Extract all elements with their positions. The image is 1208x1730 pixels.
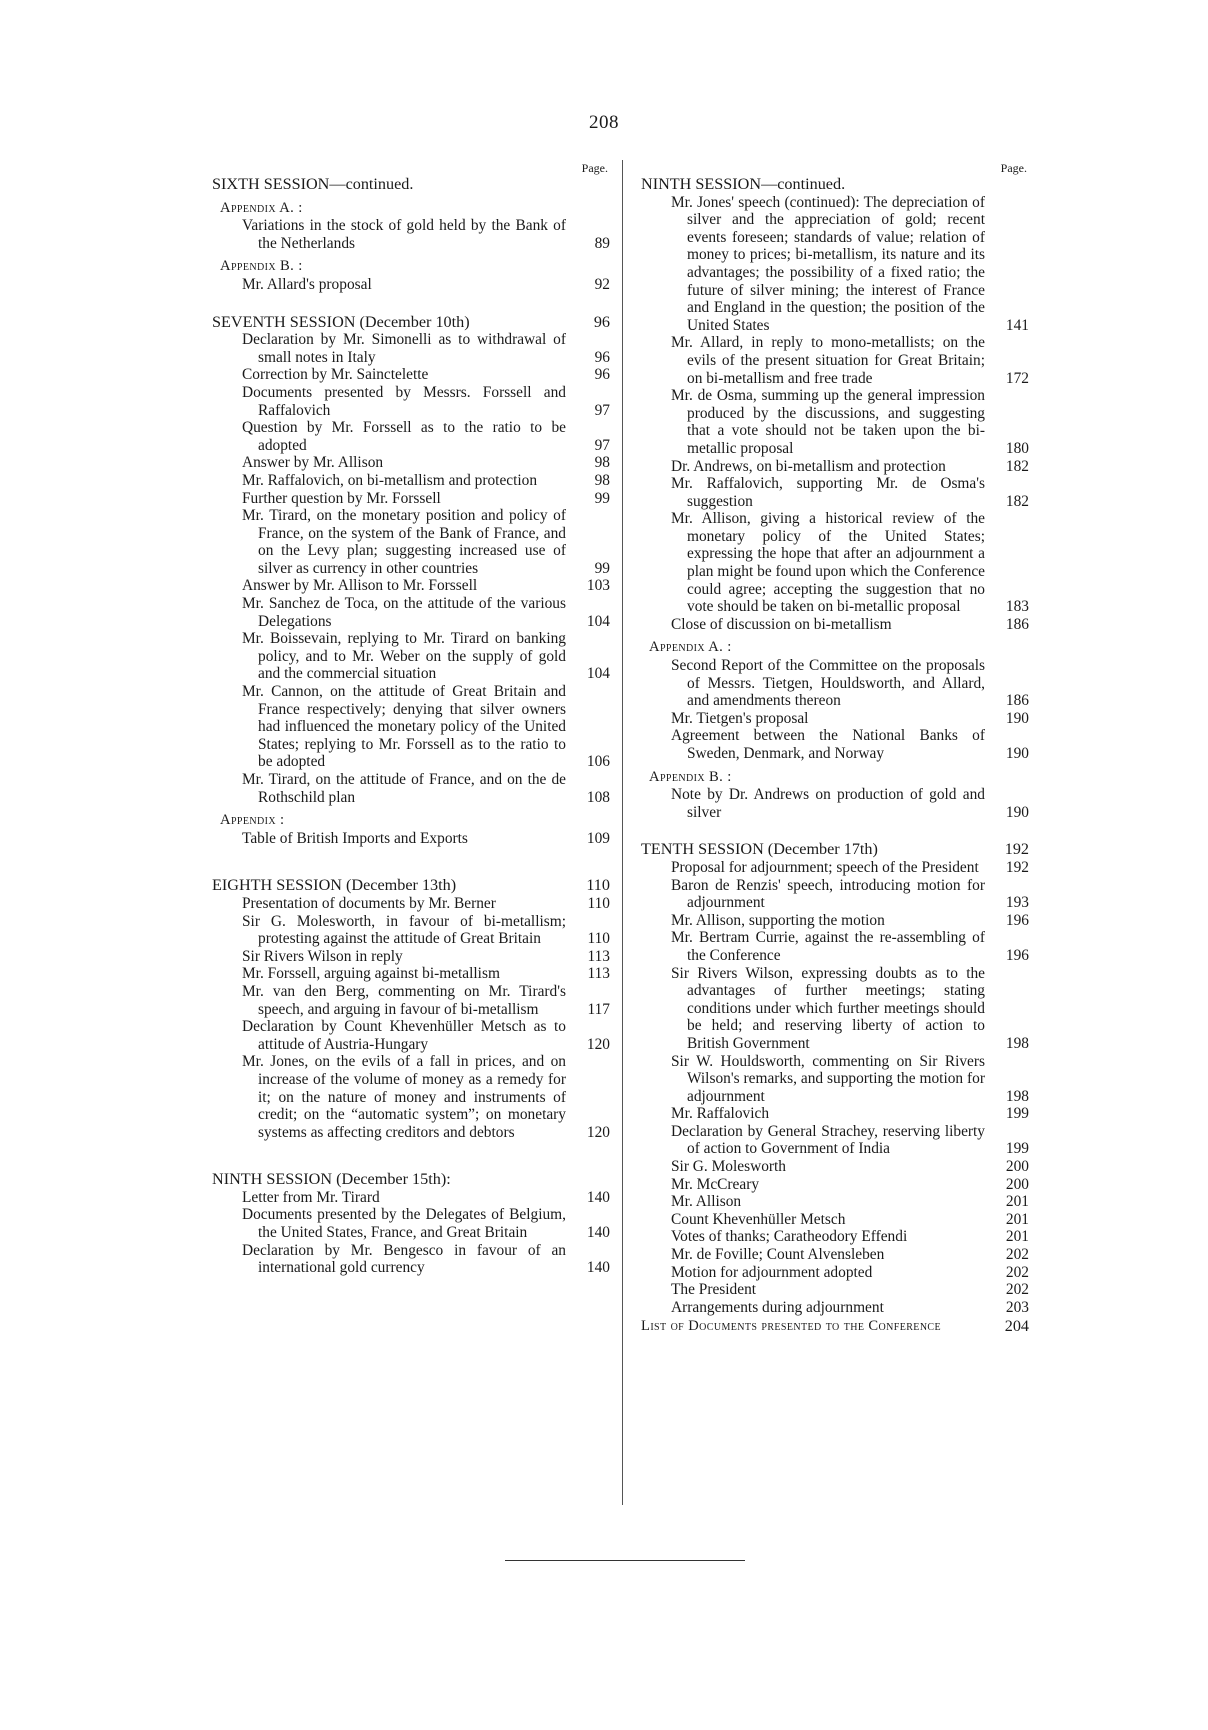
page-ref: 192 bbox=[1004, 840, 1029, 859]
contents-entry bbox=[208, 577, 610, 595]
page-ref: 182 bbox=[1005, 457, 1029, 475]
entry-text: List of Documents presented to the Conference bbox=[641, 1318, 942, 1335]
session-heading bbox=[208, 314, 610, 332]
entry-text: Mr. Allison bbox=[671, 1193, 742, 1211]
entry-text: Note by Dr. Andrews on production of gold and silver bbox=[671, 786, 985, 821]
page-ref: 204 bbox=[1004, 1317, 1029, 1336]
page-ref: 110 bbox=[587, 894, 610, 912]
entry-text: Mr. Allard's proposal bbox=[242, 275, 372, 293]
entry-text: Answer by Mr. Allison bbox=[242, 454, 384, 472]
contents-entry bbox=[637, 786, 1029, 821]
page-ref: 201 bbox=[1005, 1193, 1029, 1211]
page-ref: 202 bbox=[1005, 1263, 1029, 1281]
contents-entry bbox=[208, 419, 610, 454]
entry-text: Further question by Mr. Forssell bbox=[242, 489, 441, 507]
entry-text: Mr. Cannon, on the attitude of Great Britain and France respectively; denying that silver owners had influenced the monetary policy of the United States; replying to Mr. Forssell as to the ratio to be adopted bbox=[242, 683, 566, 771]
appendix-heading: Appendix : bbox=[220, 812, 285, 829]
entry-text: Mr. van den Berg, commenting on Mr. Tirard's speech, and arguing in favour of bi-metallism bbox=[242, 982, 566, 1018]
page-ref: 200 bbox=[1005, 1175, 1029, 1193]
session-heading bbox=[208, 176, 610, 194]
page-ref: 190 bbox=[1005, 745, 1029, 762]
contents-entry bbox=[208, 595, 610, 630]
entry-text: Mr. Tietgen's proposal bbox=[671, 709, 809, 727]
contents-entry bbox=[208, 490, 610, 508]
entry-text: Documents presented by the Delegates of Belgium, the United States, France, and Great Britain bbox=[242, 1206, 566, 1242]
page-ref: 180 bbox=[1005, 439, 1029, 457]
entry-text: Presentation of documents by Mr. Berner bbox=[242, 894, 496, 912]
page-ref: 186 bbox=[1005, 692, 1029, 710]
contents-entry bbox=[637, 710, 1029, 728]
contents-entry bbox=[208, 1053, 610, 1141]
contents-entry bbox=[637, 1299, 1029, 1317]
session-heading bbox=[637, 176, 1029, 194]
session-title: SIXTH SESSION—continued. bbox=[212, 175, 414, 193]
contents-entry bbox=[208, 948, 610, 966]
contents-entry bbox=[637, 859, 1029, 877]
entry-text: Answer by Mr. Allison to Mr. Forssell bbox=[242, 577, 478, 595]
entry-text: Mr. McCreary bbox=[671, 1175, 760, 1193]
page-ref: 113 bbox=[587, 965, 610, 983]
page-ref: 99 bbox=[594, 559, 610, 577]
entry-text: Mr. de Foville; Count Alvensleben bbox=[671, 1246, 885, 1264]
page-ref: 199 bbox=[1005, 1140, 1029, 1158]
contents-entry bbox=[637, 929, 1029, 964]
contents-entry bbox=[637, 727, 1029, 762]
page-ref: 196 bbox=[1005, 911, 1029, 929]
page-ref: 96 bbox=[593, 312, 610, 331]
page-ref: 199 bbox=[1005, 1105, 1029, 1123]
contents-entry bbox=[208, 983, 610, 1018]
entry-text: Mr. Allard, in reply to mono-metallists; on the evils of the present situation for Great Britain; on bi-metallism and free trade bbox=[671, 334, 985, 387]
contents-entry bbox=[637, 1193, 1029, 1211]
page-ref: 203 bbox=[1005, 1298, 1029, 1316]
entry-text: Proposal for adjournment; speech of the President bbox=[671, 858, 979, 876]
entry-text: Variations in the stock of gold held by the Bank of the Netherlands bbox=[242, 217, 566, 252]
entry-text: Declaration by General Strachey, reserving liberty of action to Government of India bbox=[671, 1122, 985, 1158]
entry-text: Agreement between the National Banks of Sweden, Denmark, and Norway bbox=[671, 727, 985, 762]
entry-text: Mr. Raffalovich, supporting Mr. de Osma's suggestion bbox=[671, 475, 985, 510]
contents-entry bbox=[208, 1189, 610, 1207]
left-column bbox=[208, 162, 610, 1277]
page-ref: 202 bbox=[1005, 1246, 1029, 1264]
entry-text: Question by Mr. Forssell as to the ratio to be adopted bbox=[242, 419, 566, 454]
page-ref: 103 bbox=[586, 577, 610, 595]
entry-text: Arrangements during adjournment bbox=[671, 1298, 884, 1316]
page-ref: 98 bbox=[594, 454, 610, 472]
entry-text: Mr. Allison, supporting the motion bbox=[671, 911, 885, 929]
contents-entry bbox=[637, 1246, 1029, 1264]
page-number: 208 bbox=[589, 112, 619, 133]
contents-entry bbox=[637, 912, 1029, 930]
page-ref: 202 bbox=[1005, 1281, 1029, 1299]
page-ref: 141 bbox=[1005, 316, 1029, 334]
entry-text: Sir Rivers Wilson in reply bbox=[242, 947, 403, 965]
entry-text: Dr. Andrews, on bi-metallism and protection bbox=[671, 457, 946, 475]
entry-text: Mr. Tirard, on the monetary position and policy of France, on the system of the Bank of France, and on the Levy plan; suggesting increased use of silver as currency in other countries bbox=[242, 507, 566, 577]
entry-text: Baron de Renzis' speech, introducing motion for adjournment bbox=[671, 876, 985, 912]
contents-entry bbox=[208, 384, 610, 419]
page-ref: 96 bbox=[594, 348, 610, 366]
entry-text: Mr. Jones' speech (continued): The depreciation of silver and the appreciation of gold; recent events foreseen; standards of value; relation of money to prices; bi-metallism, its nature and its advantages; the possibility of a fixed ratio; the future of silver mining; the interest of France and England in the question; the position of the United States bbox=[671, 193, 985, 334]
entry-text: Close of discussion on bi-metallism bbox=[671, 615, 892, 633]
contents-entry bbox=[208, 276, 610, 294]
contents-entry bbox=[208, 507, 610, 577]
session-title: TENTH SESSION (December 17th) bbox=[641, 840, 878, 859]
entry-text: Votes of thanks; Caratheodory Effendi bbox=[671, 1228, 908, 1246]
contents-entry bbox=[637, 1264, 1029, 1282]
page-ref: 192 bbox=[1005, 858, 1029, 876]
page-ref: 110 bbox=[586, 876, 610, 895]
contents-entry bbox=[208, 895, 610, 913]
entry-text: Sir Rivers Wilson, expressing doubts as to the advantages of further meetings; stating conditions under which further meetings should be held; and reserving liberty of action to British Government bbox=[671, 964, 985, 1052]
contents-entry bbox=[208, 1206, 610, 1241]
session-heading bbox=[637, 841, 1029, 859]
page-ref: 190 bbox=[1005, 709, 1029, 727]
page-ref: 110 bbox=[587, 930, 610, 948]
page-ref: 96 bbox=[594, 366, 610, 384]
entry-text: Mr. Jones, on the evils of a fall in prices, and on increase of the volume of money as a remedy for it; on the nature of money and instruments of credit; on the “automatic system”; on monetary systems as affecting creditors and debtors bbox=[242, 1053, 566, 1141]
page-ref: 196 bbox=[1005, 946, 1029, 964]
contents-entry bbox=[208, 454, 610, 472]
page-ref: 92 bbox=[594, 275, 610, 293]
contents-entry bbox=[637, 1105, 1029, 1123]
contents-entry bbox=[208, 1018, 610, 1053]
page-ref: 108 bbox=[586, 788, 610, 806]
contents-entry bbox=[637, 334, 1029, 387]
page-ref: 104 bbox=[586, 612, 610, 630]
right-column bbox=[637, 162, 1029, 1336]
contents-entry bbox=[637, 387, 1029, 457]
appendix-heading: Appendix B. : bbox=[649, 768, 732, 785]
page-ref: 201 bbox=[1005, 1228, 1029, 1246]
page-ref: 140 bbox=[586, 1188, 610, 1206]
contents-entry bbox=[637, 1281, 1029, 1299]
contents-entry bbox=[208, 771, 610, 806]
page-ref: 104 bbox=[586, 665, 610, 683]
page-ref: 198 bbox=[1005, 1087, 1029, 1105]
contents-entry bbox=[637, 965, 1029, 1053]
entry-text: Declaration by Mr. Simonelli as to withdrawal of small notes in Italy bbox=[242, 331, 566, 366]
contents-entry bbox=[637, 1228, 1029, 1246]
entry-text: Mr. Raffalovich bbox=[671, 1105, 770, 1123]
page-ref: 182 bbox=[1005, 492, 1029, 510]
page-ref: 97 bbox=[594, 401, 610, 419]
contents-entry bbox=[637, 1176, 1029, 1194]
entry-text: Second Report of the Committee on the proposals of Messrs. Tietgen, Houldsworth, and Allard, and amendments thereon bbox=[671, 657, 985, 710]
session-heading bbox=[208, 877, 610, 895]
page-ref: 98 bbox=[594, 471, 610, 489]
page-ref: 113 bbox=[587, 947, 610, 965]
contents-entry bbox=[637, 1158, 1029, 1176]
entry-text: Mr. Sanchez de Toca, on the attitude of the various Delegations bbox=[242, 595, 566, 630]
entry-text: Sir W. Houldsworth, commenting on Sir Rivers Wilson's remarks, and supporting the motion for adjournment bbox=[671, 1052, 985, 1105]
column-divider bbox=[622, 160, 623, 1505]
entry-text: Mr. Allison, giving a historical review of the monetary policy of the United States; expressing the hope that after an adjournment a plan might be found upon which the Conference could agree; accepting the suggestion that no vote should be taken on bi-metallic proposal bbox=[671, 510, 985, 616]
footer-rule bbox=[505, 1560, 745, 1561]
contents-entry bbox=[637, 1211, 1029, 1229]
page-column-label: Page. bbox=[1000, 161, 1027, 175]
appendix-heading: Appendix A. : bbox=[220, 199, 303, 216]
entry-text: Mr. Bertram Currie, against the re-assembling of the Conference bbox=[671, 929, 985, 964]
page-ref: 140 bbox=[586, 1224, 610, 1242]
entry-text: Mr. de Osma, summing up the general impression produced by the discussions, and suggesting that a vote should not be taken upon the bi-metallic proposal bbox=[671, 387, 985, 457]
session-title: EIGHTH SESSION (December 13th) bbox=[212, 876, 457, 895]
entry-text: Letter from Mr. Tirard bbox=[242, 1188, 380, 1206]
entry-text: Declaration by Mr. Bengesco in favour of an international gold currency bbox=[242, 1241, 566, 1277]
page-ref: 198 bbox=[1005, 1034, 1029, 1052]
session-heading bbox=[208, 1171, 610, 1189]
contents-entry bbox=[208, 683, 610, 771]
contents-entry bbox=[208, 630, 610, 683]
contents-entry bbox=[637, 877, 1029, 912]
entry-text: Documents presented by Messrs. Forssell and Raffalovich bbox=[242, 383, 566, 419]
session-title: NINTH SESSION (December 15th): bbox=[212, 1170, 451, 1189]
page-ref: 106 bbox=[586, 753, 610, 771]
page-ref: 193 bbox=[1005, 894, 1029, 912]
page-ref: 172 bbox=[1005, 369, 1029, 387]
contents-entry bbox=[637, 616, 1029, 634]
page-ref: 183 bbox=[1005, 598, 1029, 616]
entry-text: Mr. Forssell, arguing against bi-metallism bbox=[242, 965, 500, 983]
page-ref: 201 bbox=[1005, 1210, 1029, 1228]
page-ref: 89 bbox=[594, 234, 610, 252]
contents-entry bbox=[208, 366, 610, 384]
contents-entry bbox=[208, 1242, 610, 1277]
page-ref: 140 bbox=[586, 1259, 610, 1277]
contents-entry bbox=[637, 657, 1029, 710]
entry-text: Sir G. Molesworth, in favour of bi-metallism; protesting against the attitude of Great Britain bbox=[242, 912, 566, 948]
page-ref: 120 bbox=[586, 1035, 610, 1053]
entry-text: Declaration by Count Khevenhüller Metsch as to attitude of Austria-Hungary bbox=[242, 1018, 566, 1053]
entry-text: Mr. Boissevain, replying to Mr. Tirard on banking policy, and to Mr. Weber on the supply of gold and the commercial situation bbox=[242, 630, 566, 683]
documents-list-entry bbox=[637, 1318, 1029, 1336]
entry-text: Correction by Mr. Sainctelette bbox=[242, 366, 429, 384]
contents-entry bbox=[637, 510, 1029, 616]
page-ref: 97 bbox=[594, 436, 610, 454]
contents-entry bbox=[208, 830, 610, 848]
session-title: NINTH SESSION—continued. bbox=[641, 175, 846, 193]
appendix-heading: Appendix B. : bbox=[220, 258, 303, 275]
contents-entry bbox=[637, 475, 1029, 510]
entry-text: Table of British Imports and Exports bbox=[242, 829, 468, 847]
page-ref: 190 bbox=[1005, 803, 1029, 821]
entry-text: Sir G. Molesworth bbox=[671, 1158, 787, 1176]
entry-text: Mr. Raffalovich, on bi-metallism and protection bbox=[242, 471, 538, 489]
entry-text: The President bbox=[671, 1281, 757, 1299]
contents-entry bbox=[637, 1123, 1029, 1158]
entry-text: Mr. Tirard, on the attitude of France, and on the de Rothschild plan bbox=[242, 771, 566, 806]
session-title: SEVENTH SESSION (December 10th) bbox=[212, 312, 470, 331]
contents-entry bbox=[637, 458, 1029, 476]
page-ref: 186 bbox=[1005, 615, 1029, 633]
page-ref: 109 bbox=[586, 829, 610, 847]
page-ref: 200 bbox=[1005, 1158, 1029, 1176]
page-ref: 99 bbox=[594, 489, 610, 507]
contents-entry bbox=[208, 913, 610, 948]
contents-entry bbox=[637, 1053, 1029, 1106]
entry-text: Count Khevenhüller Metsch bbox=[671, 1210, 846, 1228]
page-ref: 117 bbox=[587, 1000, 610, 1018]
page-column-label: Page. bbox=[581, 161, 608, 175]
appendix-heading: Appendix A. : bbox=[649, 639, 732, 656]
contents-entry bbox=[637, 194, 1029, 335]
contents-entry bbox=[208, 331, 610, 366]
page-ref: 120 bbox=[586, 1123, 610, 1141]
contents-entry bbox=[208, 472, 610, 490]
contents-entry bbox=[208, 965, 610, 983]
contents-entry bbox=[208, 217, 610, 252]
entry-text: Motion for adjournment adopted bbox=[671, 1263, 873, 1281]
